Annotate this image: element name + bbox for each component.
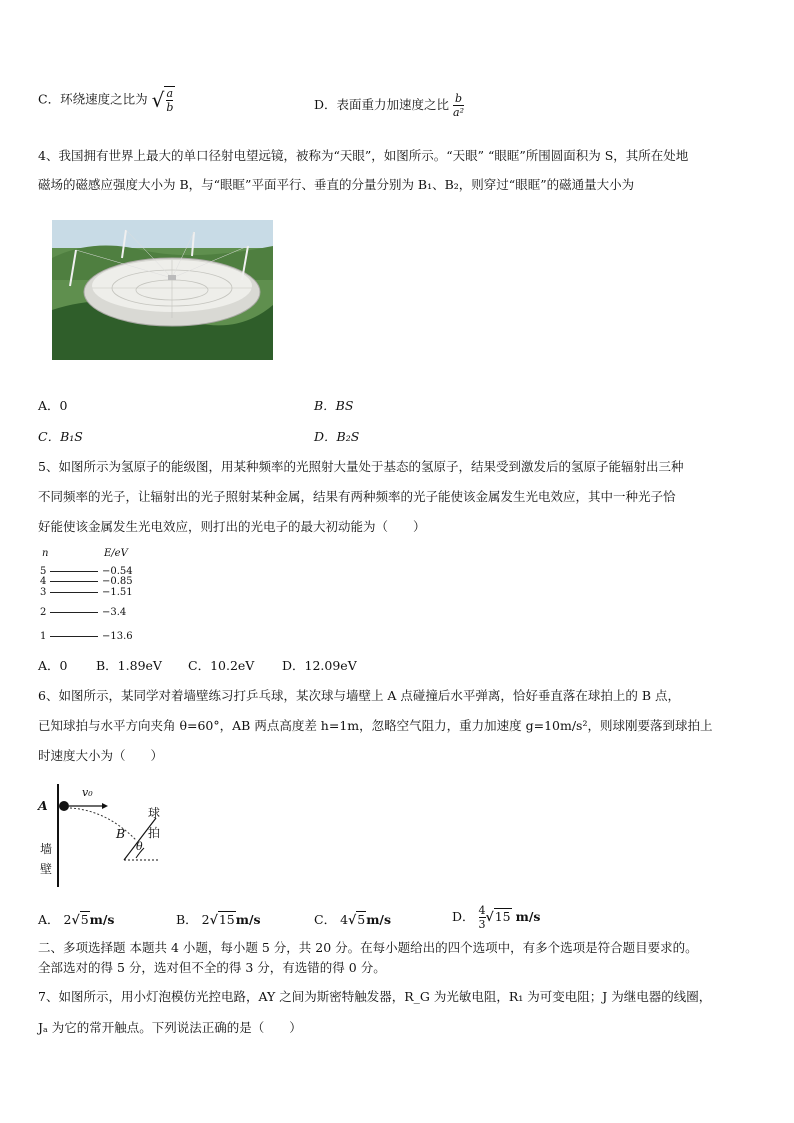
q3-option-d-fraction — [453, 92, 464, 119]
q4-stem-line-1: 4、我国拥有世界上最大的单口径射电望远镜，被称为“天眼”，如图所示。“天眼” “眼眶”所围圆面积为 S，其所在处地 — [38, 148, 689, 163]
q3-d-denominator: a² — [453, 106, 464, 119]
q5-option-c[interactable]: C．10.2eV — [188, 658, 255, 673]
q4-option-a[interactable]: A．0 — [38, 398, 68, 413]
q6-stem-line-2: 已知球拍与水平方向夹角 θ=60°，AB 两点高度差 h=1m，忽略空气阻力，重力加速度 g=10m/s²，则球刚要落到球拍上 — [38, 718, 713, 733]
q3-option-d — [314, 92, 464, 119]
q3-option-c-label: C．环绕速度之比为 — [38, 91, 148, 107]
q4-option-d[interactable]: D．B₂S — [314, 429, 360, 444]
q6-option-c[interactable]: C． 4√5m/s — [314, 912, 392, 927]
q5-option-a[interactable]: A．0 — [38, 658, 68, 673]
wall-label-2: 壁 — [40, 862, 53, 876]
point-b-label: B — [116, 826, 126, 841]
energy-level-5: 5 −0.54 — [40, 566, 133, 577]
racket-label-1: 球 — [148, 806, 161, 820]
energy-diagram-n-header: n — [42, 548, 49, 559]
v0-label: v₀ — [82, 786, 93, 799]
q6-option-d[interactable]: D． $\frac{4}{3}$ √15 m/s — [452, 904, 541, 931]
section2-heading-line-1: 二、多项选择题 本题共 4 小题，每小题 5 分，共 20 分。在每小题给出的四个选项中，有多个选项是符合题目要求的。 — [38, 940, 698, 955]
q7-stem-line-2: Jₐ 为它的常开触点。下列说法正确的是（ ） — [38, 1020, 302, 1035]
wall-label-1: 墙 — [40, 842, 53, 856]
q5-stem-line-2: 不同频率的光子，让辐射出的光子照射某种金属，结果有两种频率的光子能使该金属发生光电效应，其中一种光子恰 — [38, 489, 676, 504]
q3-option-d-label: D．表面重力加速度之比 — [314, 97, 450, 112]
q5-option-b[interactable]: B．1.89eV — [96, 658, 162, 673]
q5-option-d[interactable]: D．12.09eV — [282, 658, 357, 673]
energy-diagram-e-header: E/eV — [104, 548, 128, 559]
fast-telescope-illustration — [52, 220, 273, 360]
q6-stem-line-1: 6、如图所示，某同学对着墙壁练习打乒乓球，某次球与墙壁上 A 点碰撞后水平弹离，恰好垂直落在球拍上的 B 点， — [38, 688, 681, 703]
q4-option-c[interactable]: C．B₁S — [38, 429, 83, 444]
energy-level-2: 2 −3.4 — [40, 607, 127, 618]
q3-option-c — [38, 86, 175, 114]
q3-option-c-sqrt: √ $\frac{a}{b}$ — [151, 87, 174, 114]
energy-level-3: 3 −1.51 — [40, 587, 133, 598]
q5-stem-line-3: 好能使该金属发生光电效应，则打出的光电子的最大初动能为（ ） — [38, 519, 426, 534]
hydrogen-energy-level-diagram — [38, 548, 138, 646]
q3-c-denominator: b — [166, 101, 174, 114]
section2-heading-line-2: 全部选对的得 5 分，选对但不全的得 3 分，有选错的得 0 分。 — [38, 960, 386, 975]
q4-option-b[interactable]: B．BS — [314, 398, 354, 413]
q4-stem-line-2: 磁场的磁感应强度大小为 B，与“眼眶”平面平行、垂直的分量分别为 B₁、B₂，则穿过“眼眶”的磁通量大小为 — [38, 177, 635, 192]
q6-stem-line-3: 时速度大小为（ ） — [38, 748, 164, 763]
ping-pong-diagram — [36, 782, 176, 890]
energy-level-4: 4 −0.85 — [40, 576, 133, 587]
point-a-label: A — [38, 798, 48, 813]
energy-level-1: 1 −13.6 — [40, 631, 133, 642]
racket-label-2: 拍 — [148, 826, 161, 840]
q6-option-b[interactable]: B． 2√15m/s — [176, 912, 261, 927]
q3-d-numerator: b — [454, 92, 463, 105]
q5-stem-line-1: 5、如图所示为氢原子的能级图，用某种频率的光照射大量处于基态的氢原子，结果受到激发后的氢原子能辐射出三种 — [38, 459, 684, 474]
theta-label: θ — [136, 840, 143, 853]
q3-c-numerator: a — [166, 87, 174, 100]
q7-stem-line-1: 7、如图所示，用小灯泡模仿光控电路，AY 之间为斯密特触发器，R_G 为光敏电阻，R₁ 为可变电阻；J 为继电器的线圈， — [38, 989, 712, 1004]
fast-telescope-photo — [52, 220, 273, 360]
q6-option-a[interactable]: A． 2√5m/s — [38, 912, 115, 927]
